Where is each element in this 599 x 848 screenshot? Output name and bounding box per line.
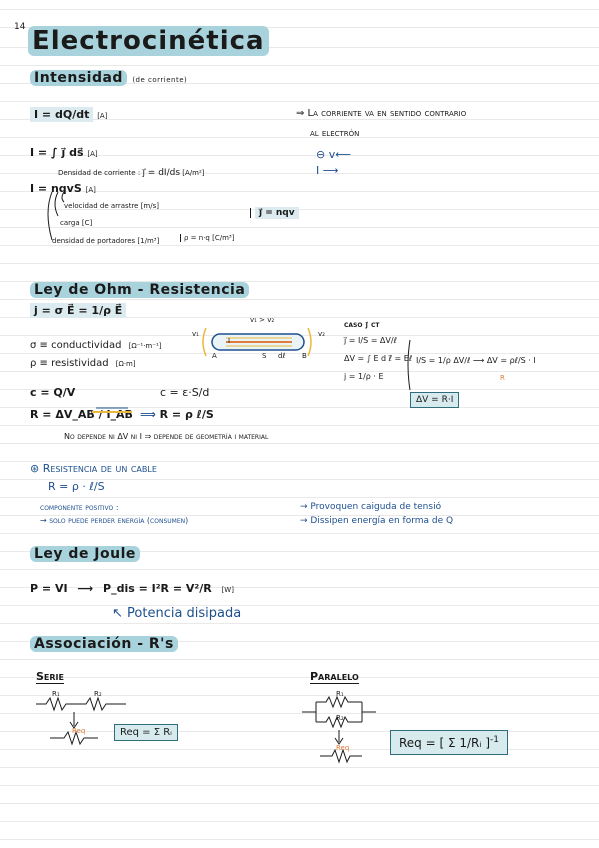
section-heading-intensidad [30, 70, 187, 86]
wire-diagram [196, 318, 326, 374]
caso-heading: caso j⃗ ct [344, 320, 380, 330]
page-title [28, 26, 269, 56]
sigma-def-text: σ ≡ conductividad [30, 340, 122, 351]
ohm-heading-text: Ley de Ohm - Resistencia [30, 282, 249, 298]
joule-eq-right-formula: P_dis = I²R = V²/R [103, 582, 212, 595]
section-heading-joule [30, 546, 140, 562]
wire-label-v2: v₂ [318, 330, 325, 338]
note-direction-line1: ⇒ La corriente va en sentido contrario [296, 108, 467, 119]
rho-unit: [Ω·m] [115, 360, 136, 368]
capacitance-eq-1: c = Q/V [30, 386, 76, 399]
wire-label-s: S [262, 352, 267, 360]
cable-left-2: → solo puede perder energía (consumen) [40, 516, 189, 525]
par-r1-label: R₁ [336, 690, 344, 698]
wire-label-i: I [228, 337, 231, 345]
cable-right-2: → Dissipen energía en forma de Q [300, 516, 454, 526]
section-heading-ohm [30, 282, 249, 298]
par-exponent: -1 [490, 735, 500, 745]
capacitance-eq-2: c = ε·S/d [160, 386, 210, 399]
par-formula-box [390, 730, 508, 755]
intensity-eq-1-formula: I = dQ/dt [30, 107, 93, 122]
intensity-eq-3-unit: [A] [85, 186, 96, 194]
rho-definition [30, 358, 136, 369]
resistance-eq-2 [140, 408, 214, 421]
assoc-heading-text: Associación - R's [30, 636, 178, 652]
wire-label-dl: dℓ [278, 352, 286, 360]
var-densidad: densidad de portadores [1/m³] [52, 237, 160, 245]
j-nqv-formula: j⃗ = nqv [255, 207, 299, 219]
caso-r-label: R [500, 374, 505, 382]
density-definition [58, 168, 204, 178]
var-carga: carga [C] [60, 219, 93, 227]
par-req-label: Req [336, 744, 350, 752]
joule-note: ↖ Potencia disipada [112, 606, 242, 621]
rho-def-text: ρ ≡ resistividad [30, 358, 109, 369]
cable-left-1: componente positivo : [40, 503, 119, 512]
wire-label-top: v₁ > v₂ [250, 316, 275, 324]
intensity-eq-1-unit: [A] [97, 112, 108, 120]
page-number: 14 [14, 22, 26, 32]
joule-eq-arrow: ⟶ [77, 582, 94, 595]
sigma-unit: [Ω⁻¹·m⁻¹] [128, 342, 162, 350]
paralelo-label: Paralelo [310, 670, 359, 683]
caso-bracket [406, 340, 412, 390]
intensity-eq-2-formula: I = ∫ j⃗ ds⃗ [30, 146, 84, 159]
ohm-note: No depende ni ΔV ni I ⇒ depende de geometría i material [64, 432, 269, 441]
caso-eq-2: ΔV = ∫ E d ℓ⃗ = Eℓ [344, 354, 413, 363]
ohm-eq-1-formula: j = σ E⃗ = 1/ρ E⃗ [30, 303, 126, 318]
wire-label-a: A [212, 352, 217, 360]
cable-right-1: → Provoquen caiguda de tensió [300, 502, 442, 512]
resistance-eq-2-formula: R = ρ ℓ/S [159, 408, 214, 421]
intensidad-heading-sub: (de corriente) [132, 76, 188, 84]
serie-req-label: Req [72, 727, 86, 735]
intensidad-heading-text: Intensidad [30, 70, 127, 86]
par-formula: Req = [ Σ 1/Rᵢ ] [399, 736, 491, 750]
mini-wire-sketch [92, 404, 134, 422]
joule-heading-text: Ley de Joule [30, 546, 140, 562]
cable-eq: R = ρ · ℓ/S [48, 480, 105, 493]
intensity-eq-2-unit: [A] [87, 150, 98, 158]
page-title-text: Electrocinética [28, 26, 269, 56]
serie-r2-label: R₂ [94, 690, 102, 698]
par-r2-label: R₂ [336, 714, 344, 722]
note-direction-line2: al electrón [310, 128, 360, 139]
caso-result-box: ΔV = R·I [410, 392, 459, 408]
wire-label-v1: v₁ [192, 330, 199, 338]
electron-arrow: ⊖ v⟵ [316, 148, 351, 161]
resistance-eq-2-arrow: ⟹ [140, 408, 156, 421]
sigma-definition [30, 340, 161, 351]
caso-eq-1: j⃗ = I/S = ΔV/ℓ [344, 336, 397, 345]
serie-r1-label: R₁ [52, 690, 60, 698]
joule-eq-unit: [W] [221, 586, 234, 594]
resistance-eq-1: R = ΔV_AB / I_AB [30, 408, 133, 421]
intensity-eq-3-formula: I = nqvS [30, 182, 82, 195]
serie-label: Serie [36, 670, 64, 683]
rho-charge-eq: ρ = n·q [C/m³] [180, 234, 234, 242]
density-label: Densidad de corriente : [58, 169, 141, 177]
caso-big-eq: I/S = 1/ρ ΔV/ℓ ⟶ ΔV = ρℓ/S · I [416, 356, 536, 365]
caso-eq-3: j = 1/ρ · E [344, 372, 384, 381]
paralelo-circuit [302, 690, 392, 780]
joule-eq-left [30, 582, 234, 595]
current-arrow: I ⟶ [316, 164, 339, 177]
wire-label-b: B [302, 352, 307, 360]
serie-formula-box: Req = Σ Rᵢ [114, 724, 178, 741]
intensity-eq-2 [30, 146, 98, 159]
density-eq: j⃗ = dI/ds [142, 168, 181, 178]
j-nqv-eq [250, 208, 299, 218]
joule-eq-left-formula: P = VI [30, 582, 68, 595]
var-velocidad: velocidad de arrastre [m/s] [64, 202, 159, 210]
section-heading-assoc [30, 636, 178, 652]
ohm-eq-1 [30, 304, 126, 317]
intensity-eq-1 [30, 108, 107, 121]
cable-heading: ⊛ Resistencia de un cable [30, 462, 157, 475]
density-unit: [A/m²] [182, 169, 205, 177]
